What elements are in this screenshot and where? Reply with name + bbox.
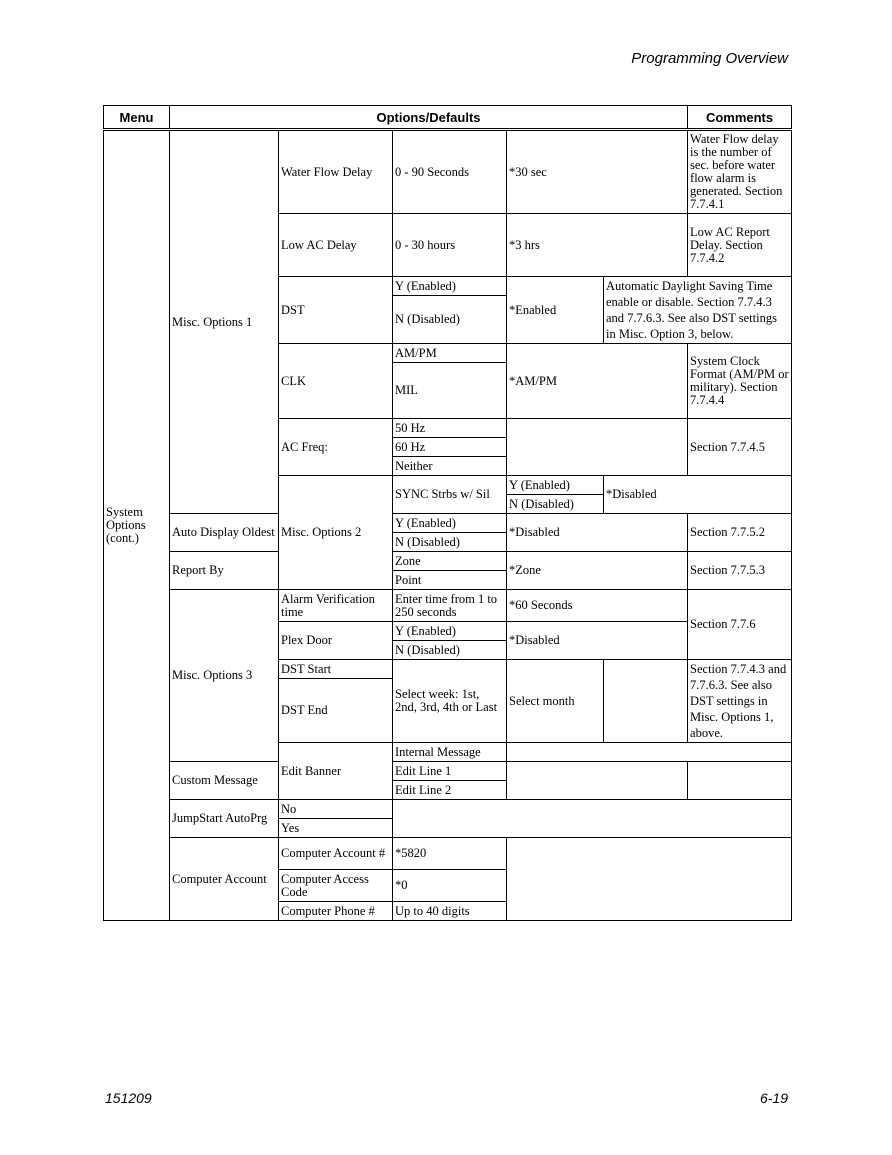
auto-display-oldest-label: Auto Display Oldest [170, 514, 279, 552]
dst-option-disabled: N (Disabled) [393, 296, 507, 344]
edit-line-2: Edit Line 2 [393, 781, 507, 800]
table-header-row [104, 106, 792, 130]
alarm-verification-label: Alarm Verification time [279, 590, 393, 622]
menu-system-options: System Options (cont.) [104, 130, 170, 921]
alarm-verification-comment: Section 7.7.6 [688, 590, 792, 660]
water-flow-delay-label: Water Flow Delay [279, 130, 393, 214]
clk-label: CLK [279, 344, 393, 419]
computer-account-empty [507, 838, 792, 921]
auto-display-option-enabled: Y (Enabled) [393, 514, 507, 533]
jumpstart-option-no: No [279, 800, 393, 819]
custom-message-label: Custom Message [170, 762, 279, 800]
misc-options-1-label: Misc. Options 1 [170, 130, 279, 514]
low-ac-delay-range: 0 - 30 hours [393, 214, 507, 277]
dst-default: *Enabled [507, 277, 604, 344]
auto-display-option-disabled: N (Disabled) [393, 533, 507, 552]
plex-door-option-enabled: Y (Enabled) [393, 622, 507, 641]
page-header-title: Programming Overview [631, 50, 788, 67]
computer-phone-default: Up to 40 digits [393, 902, 507, 921]
report-by-comment: Section 7.7.5.3 [688, 552, 792, 590]
low-ac-delay-default: *3 hrs [507, 214, 688, 277]
low-ac-delay-label: Low AC Delay [279, 214, 393, 277]
table-row [104, 590, 792, 622]
ac-freq-option-60hz: 60 Hz [393, 438, 507, 457]
internal-message-label: Internal Message [393, 743, 507, 762]
jumpstart-option-yes: Yes [279, 819, 393, 838]
auto-display-default: *Disabled [507, 514, 688, 552]
header-options: Options/Defaults [170, 106, 688, 130]
ac-freq-comment: Section 7.7.4.5 [688, 419, 792, 476]
alarm-verification-default: *60 Seconds [507, 590, 688, 622]
alarm-verification-range: Enter time from 1 to 250 seconds [393, 590, 507, 622]
table-row [104, 838, 792, 870]
edit-banner-label: Edit Banner [279, 743, 393, 800]
clk-option-ampm: AM/PM [393, 344, 507, 363]
footer-doc-number: 151209 [105, 1090, 152, 1106]
auto-display-comment: Section 7.7.5.2 [688, 514, 792, 552]
computer-access-code-label: Computer Access Code [279, 870, 393, 902]
dst-start-end-comment: Section 7.7.4.3 and 7.7.6.3. See also DST settings in Misc. Options 1, above. [688, 660, 792, 743]
dst-end-label: DST End [279, 679, 393, 743]
ac-freq-option-neither: Neither [393, 457, 507, 476]
misc-options-3-label: Misc. Options 3 [170, 590, 279, 762]
computer-phone-label: Computer Phone # [279, 902, 393, 921]
report-by-default: *Zone [507, 552, 688, 590]
footer-page-number: 6-19 [759, 1090, 788, 1106]
select-month: Select month [507, 660, 604, 743]
clk-comment: System Clock Format (AM/PM or military). Section 7.7.4.4 [688, 344, 792, 419]
report-by-option-zone: Zone [393, 552, 507, 571]
clk-option-mil: MIL [393, 363, 507, 419]
misc-options-2-label: Misc. Options 2 [279, 476, 393, 590]
water-flow-delay-default: *30 sec [507, 130, 688, 214]
table-row [104, 130, 792, 214]
menu-jumpstart: JumpStart AutoPrg [170, 800, 279, 838]
sync-strobes-label: SYNC Strbs w/ Sil [393, 476, 507, 514]
plex-door-label: Plex Door [279, 622, 393, 660]
dst-start-label: DST Start [279, 660, 393, 679]
table-row [104, 514, 792, 533]
sync-default: *Disabled [604, 476, 792, 514]
report-by-option-point: Point [393, 571, 507, 590]
dst-label: DST [279, 277, 393, 344]
computer-access-code-default: *0 [393, 870, 507, 902]
ac-freq-label: AC Freq: [279, 419, 393, 476]
report-by-label: Report By [170, 552, 279, 590]
edit-line-1: Edit Line 1 [393, 762, 507, 781]
low-ac-delay-comment: Low AC Report Delay. Section 7.7.4.2 [688, 214, 792, 277]
programming-table [103, 105, 792, 921]
water-flow-delay-range: 0 - 90 Seconds [393, 130, 507, 214]
sync-option-enabled: Y (Enabled) [507, 476, 604, 495]
sync-option-disabled: N (Disabled) [507, 495, 604, 514]
computer-account-number-default: *5820 [393, 838, 507, 870]
dst-comment: Automatic Daylight Saving Time enable or disable. Section 7.7.4.3 and 7.7.6.3. See also DST settings in Misc. Option 3, below. [604, 277, 792, 344]
table-row [104, 552, 792, 571]
table-row [104, 800, 792, 819]
menu-computer-account: Computer Account [170, 838, 279, 921]
plex-door-option-disabled: N (Disabled) [393, 641, 507, 660]
select-week: Select week: 1st, 2nd, 3rd, 4th or Last [393, 660, 507, 743]
header-comments: Comments [688, 106, 792, 130]
water-flow-delay-comment: Water Flow delay is the number of sec. before water flow alarm is generated. Section 7.7.4.1 [688, 130, 792, 214]
dst-option-enabled: Y (Enabled) [393, 277, 507, 296]
ac-freq-option-50hz: 50 Hz [393, 419, 507, 438]
plex-door-default: *Disabled [507, 622, 688, 660]
header-menu: Menu [104, 106, 170, 130]
table-row [104, 762, 792, 781]
computer-account-number-label: Computer Account # [279, 838, 393, 870]
clk-default: *AM/PM [507, 344, 688, 419]
dst-day-empty [604, 660, 688, 743]
ac-freq-default-empty [507, 419, 688, 476]
internal-message-empty [507, 743, 792, 762]
custom-message-empty [507, 762, 688, 800]
jumpstart-empty [393, 800, 792, 838]
